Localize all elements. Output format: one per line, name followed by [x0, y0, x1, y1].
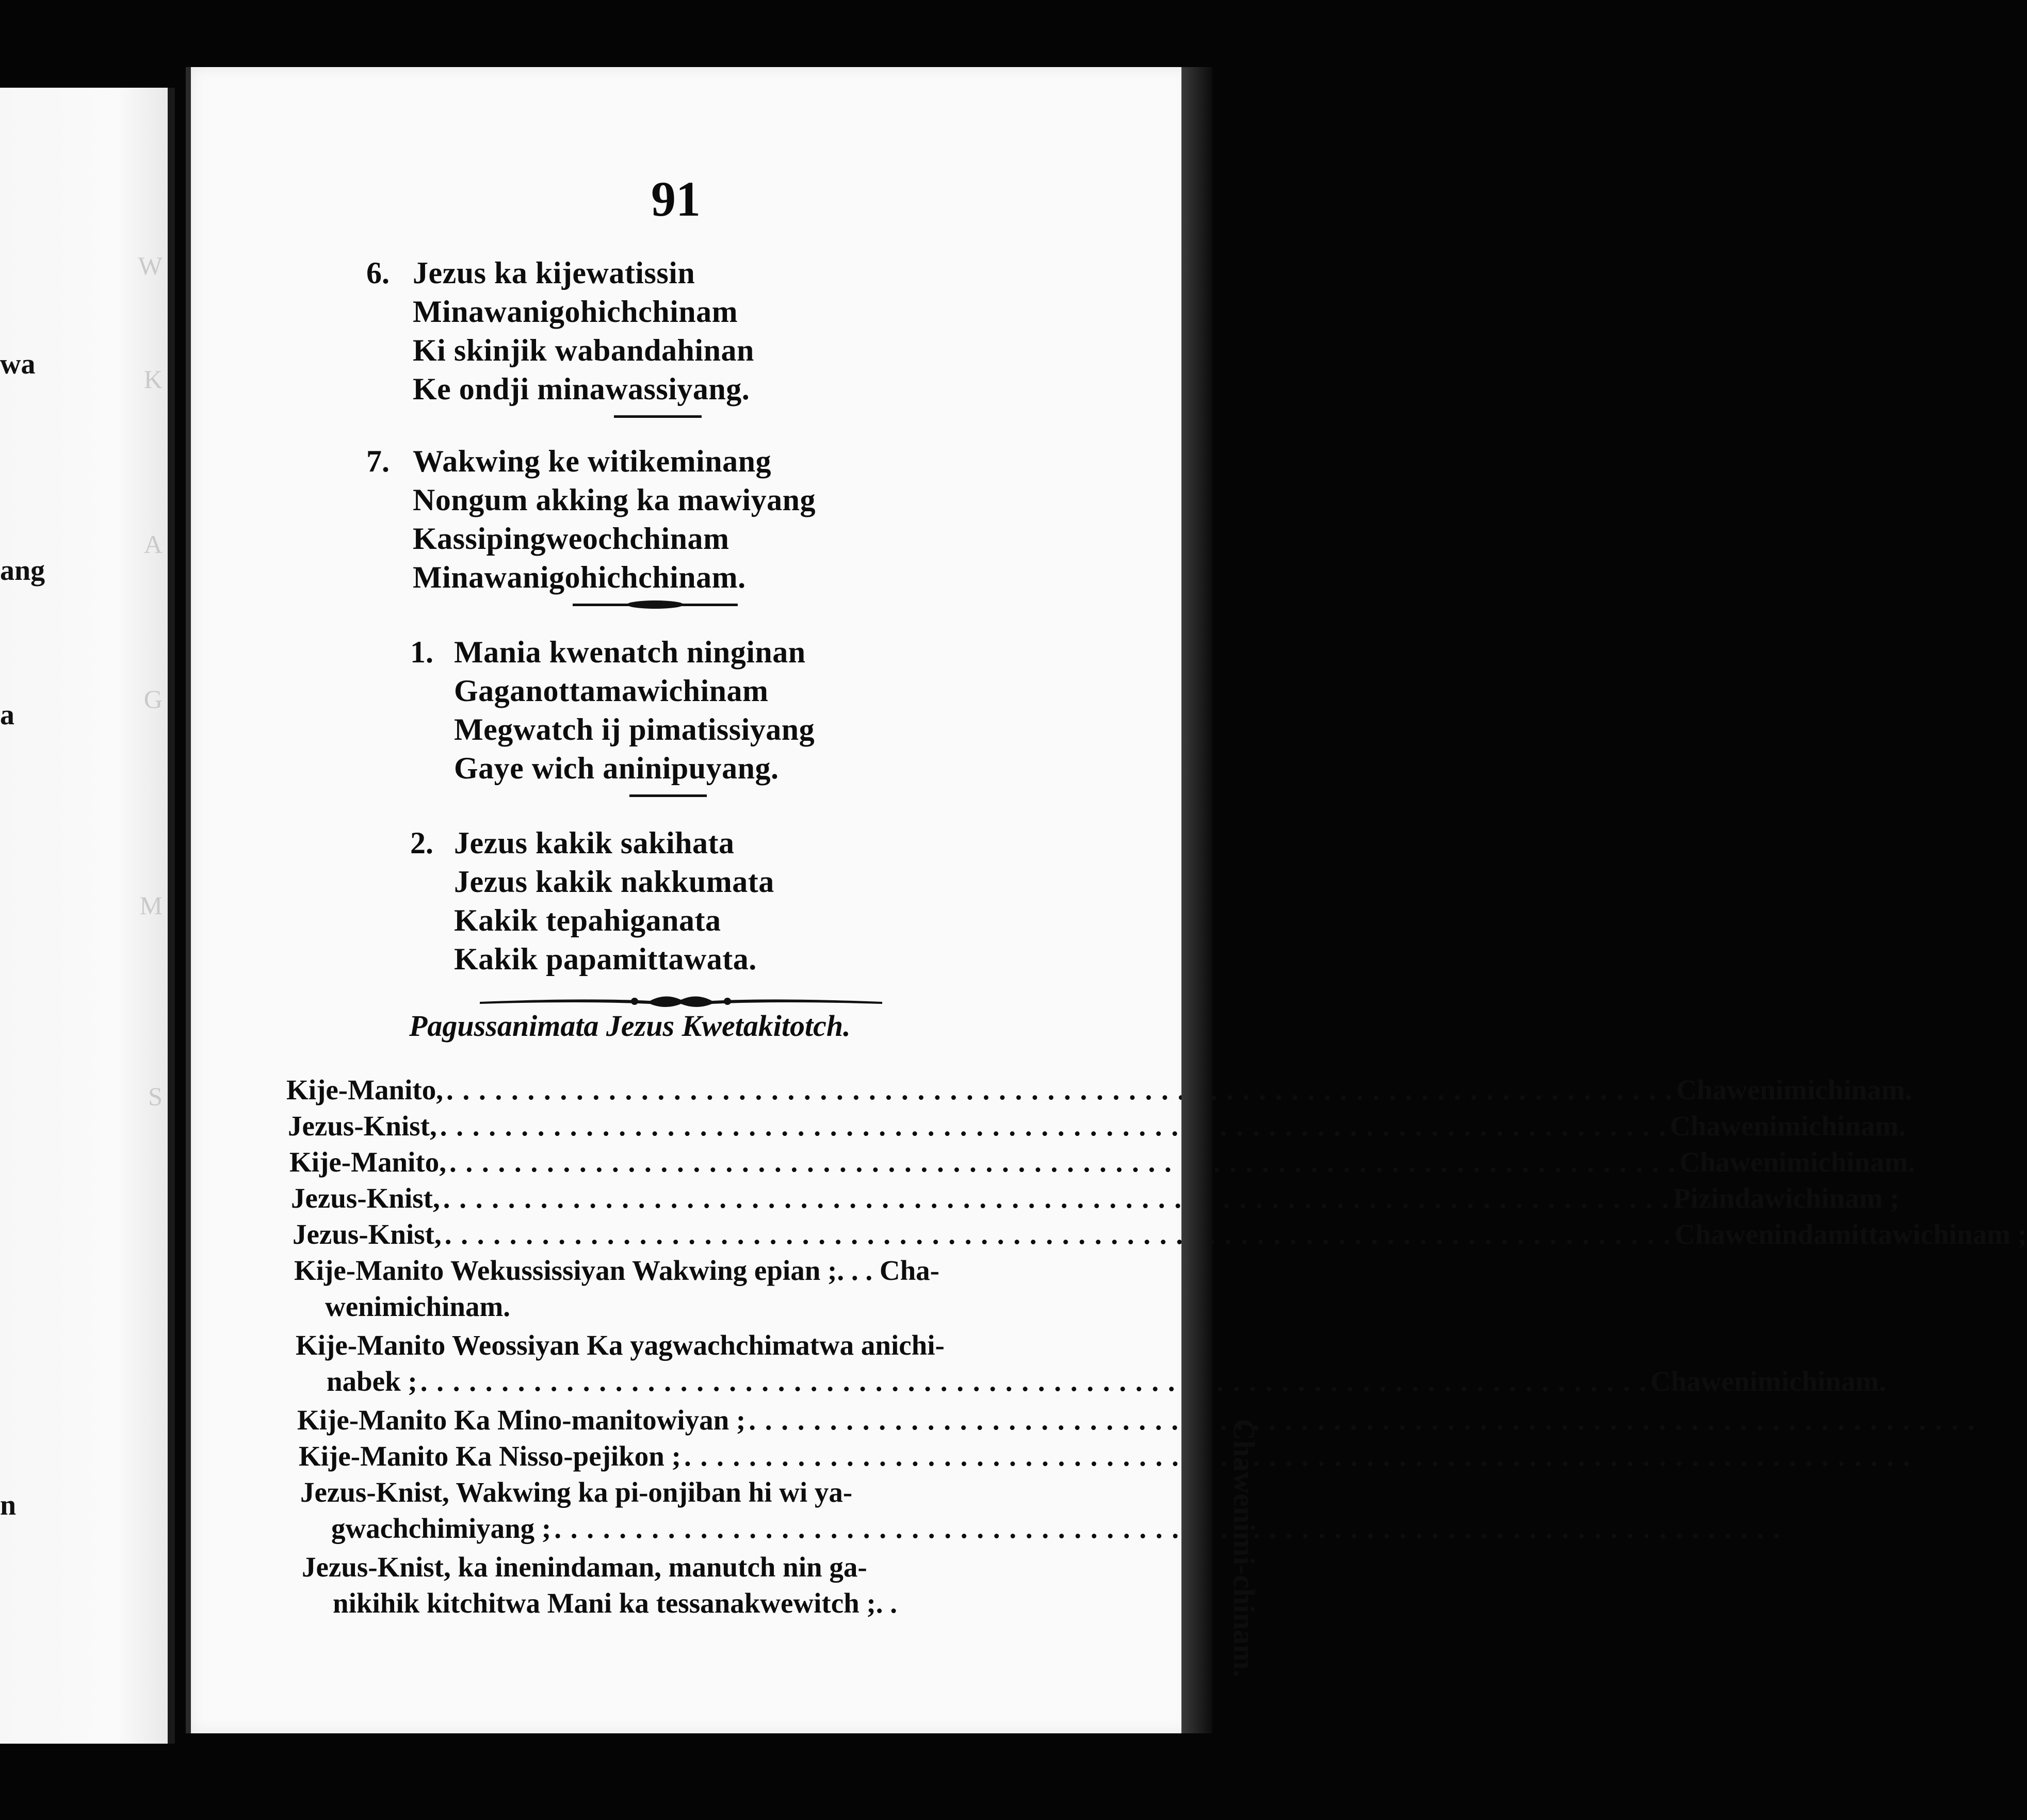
bleed-through-text: M	[139, 891, 163, 920]
dot-leader	[749, 1406, 1975, 1432]
book-page	[186, 67, 2027, 1733]
stanza-number: 1.	[410, 635, 433, 669]
litany-bracket-entry: nikihik kitchitwa Mani ka tessanakwewitch ;. .	[333, 1587, 898, 1619]
stanza-line: Nongum akking ka mawiyang	[413, 483, 816, 517]
separator-rule	[629, 794, 707, 797]
response: Pizindawichinam ;	[1673, 1182, 1900, 1214]
dot-leader	[440, 1112, 1667, 1138]
litany-bracket-entry: Jezus-Knist, Wakwing ka pi-onjiban hi wi ya-	[300, 1476, 853, 1508]
dot-leader	[446, 1076, 1673, 1101]
bracket-response-vertical: Chawenimi-chinam.	[1227, 1419, 1261, 1678]
stanza-line: Gaye wich aninipuyang.	[454, 751, 779, 785]
response: Chawenimichinam.	[1679, 1146, 1916, 1178]
separator-ornament	[627, 600, 684, 609]
litany-entry	[327, 1366, 1886, 1397]
book-spine-edge	[1181, 67, 1212, 1733]
litany-long-entry-line: Kije-Manito Weossiyan Ka yagwachchimatwa anichi-	[296, 1329, 945, 1361]
invocation: Kije-Manito,	[286, 1074, 443, 1106]
stanza-line: Kakik tepahiganata	[454, 903, 721, 937]
response: Chawenindamittawichinam ;	[1675, 1218, 2027, 1250]
dot-leader	[449, 1148, 1676, 1174]
litany-entry	[286, 1074, 1912, 1106]
litany-bracket-entry	[299, 1442, 1016, 1470]
bleed-through-text: K	[143, 365, 163, 394]
litany-bracket-entry	[331, 1514, 1017, 1542]
decorative-ornament	[480, 990, 882, 1011]
stanza-line: Jezus ka kijewatissin	[413, 256, 695, 290]
litany-bracket-entry: Jezus-Knist, ka inenindaman, manutch nin ga-	[302, 1551, 867, 1583]
stanza-line: Jezus kakik nakkumata	[454, 865, 774, 899]
stanza-number: 2.	[410, 826, 433, 860]
invocation: nabek ;	[327, 1366, 417, 1397]
dot-leader	[684, 1442, 1911, 1468]
stanza-line: Minawanigohichchinam.	[413, 560, 746, 594]
litany-long-entry-line: wenimichinam.	[325, 1291, 511, 1322]
left-page-fragment: ang	[0, 555, 45, 587]
litany-entry	[291, 1182, 1900, 1214]
invocation: Jezus-Knist,	[288, 1110, 437, 1142]
page-number: 91	[651, 171, 701, 226]
dot-leader	[443, 1184, 1670, 1210]
invocation: Jezus-Knist,	[291, 1182, 440, 1214]
stanza-line: Wakwing ke witikeminang	[413, 444, 771, 478]
bleed-through-text: W	[138, 251, 163, 280]
stanza-line: Minawanigohichchinam	[413, 295, 738, 329]
left-page-fragment: wa	[0, 348, 36, 380]
ornament-flourish-icon	[480, 990, 882, 1011]
separator-rule	[614, 415, 702, 418]
stanza-line: Ke ondji minawassiyang.	[413, 372, 750, 406]
stanza-line: Mania kwenatch ninginan	[454, 635, 806, 669]
invocation: Kije-Manito Ka Nisso-pejikon ;	[299, 1440, 681, 1472]
stanza-number: 7.	[366, 444, 390, 478]
dot-leader	[445, 1220, 1672, 1246]
left-facing-page	[0, 88, 175, 1744]
invocation: gwachchimiyang ;	[331, 1513, 552, 1544]
litany-long-entry-line: Kije-Manito Wekussissiyan Wakwing epian ;. . . Cha-	[294, 1255, 939, 1286]
invocation: Jezus-Knist,	[293, 1218, 442, 1250]
stanza-line: Megwatch ij pimatissiyang	[454, 712, 815, 746]
stanza-line: Kakik papamittawata.	[454, 942, 757, 976]
invocation: Kije-Manito Ka Mino-manitowiyan ;	[297, 1404, 746, 1436]
litany-entry	[289, 1146, 1916, 1178]
bleed-through-text: A	[143, 530, 163, 559]
litany-title: Pagussanimata Jezus Kwetakitotch.	[409, 1009, 851, 1043]
bleed-through-text: G	[143, 685, 163, 713]
stanza-number: 6.	[366, 256, 390, 290]
stanza-line: Kassipingweochchinam	[413, 522, 729, 556]
bleed-through-text: S	[148, 1082, 163, 1111]
litany-entry	[288, 1110, 1906, 1142]
response: Chawenimichinam.	[1676, 1074, 1912, 1106]
stanza-line: Gaganottamawichinam	[454, 674, 769, 708]
response: Chawenimichinam.	[1670, 1110, 1906, 1142]
stanza-line: Ki skinjik wabandahinan	[413, 333, 754, 367]
litany-bracket-entry	[297, 1406, 1014, 1434]
dot-leader	[554, 1514, 1781, 1540]
response: Chawenimichinam.	[1650, 1366, 1886, 1397]
invocation: Kije-Manito,	[289, 1146, 446, 1178]
left-page-fragment: a	[0, 699, 14, 731]
stanza-line: Jezus kakik sakihata	[454, 826, 735, 860]
left-page-fragment: n	[0, 1489, 17, 1521]
litany-entry	[293, 1218, 2027, 1250]
dot-leader	[420, 1367, 1647, 1393]
